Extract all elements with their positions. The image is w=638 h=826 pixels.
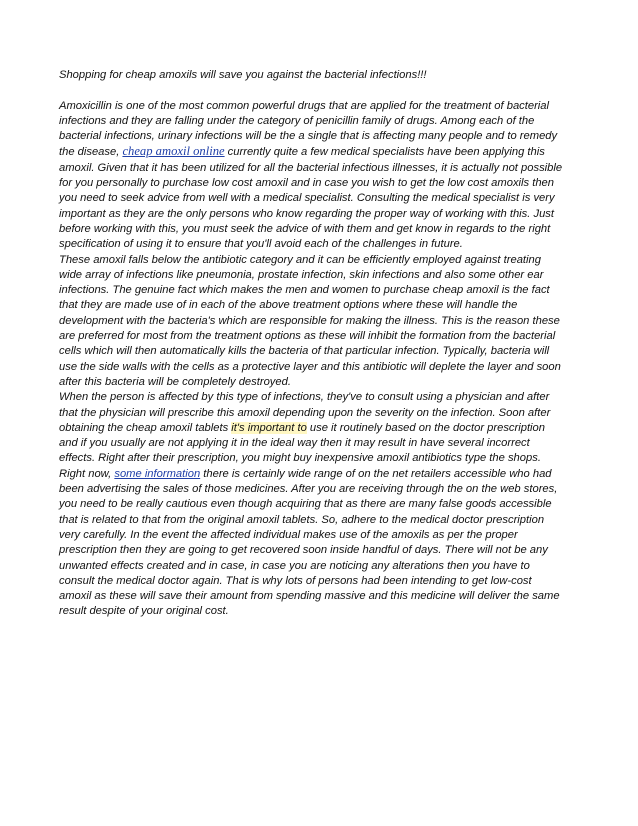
body-line: before working with this, you must seek the advice of with them and get know in regards to the right xyxy=(59,222,551,235)
body-line: after this bacteria will be completely destroyed. xyxy=(59,375,291,388)
some-information-link[interactable]: some information xyxy=(114,467,201,480)
body-line: been advertising the sales of those medicines. After you are receiving through the on the web stores, xyxy=(59,483,558,496)
body-line: prescription then they are going to get recovered soon inside handful of days. There will not be any xyxy=(59,544,548,557)
body-line: important as they are the only persons who know regarding the proper way of working with this. Just xyxy=(59,207,554,220)
body-line: consult the medical doctor again. That is why lots of persons had been intending to get low-cost xyxy=(59,574,532,587)
document-title: Shopping for cheap amoxils will save you against the bacterial infections!!! xyxy=(59,69,427,81)
body-line: cells which will then automatically kills the bacteria of that particular infection. Typically, bacteria will xyxy=(59,345,550,358)
body-line xyxy=(59,467,581,482)
body-line: infections. The genuine fact which makes the men and women to purchase cheap amoxil is the fact xyxy=(59,284,550,297)
body-line: development with the bacteria's which are responsible for making the illness. This is the reason these xyxy=(59,314,560,327)
body-text-segment: the disease, xyxy=(59,146,123,159)
body-text-segment: obtaining the cheap amoxil tablets xyxy=(59,421,232,434)
body-text-segment: Right now, xyxy=(59,467,115,480)
body-line: specification of using it to ensure that you'll avoid each of the challenges in future. xyxy=(59,238,463,251)
body-line: for you personally to purchase low cost amoxil and in case you wish to get the low cost amoxils then xyxy=(59,177,554,190)
body-line: These amoxil falls below the antibiotic category and it can be efficiently employed against treating xyxy=(59,253,541,266)
body-line: amoxil. Given that it has been utilized for all the bacterial infectious illnesses, it is actually not possible xyxy=(59,161,563,174)
body-line: and if you usually are not applying it in the ideal way then it may result in have several incorrect xyxy=(59,437,530,450)
body-line: you need to seek advice from well with a medical specialist. Consulting the medical specialist is very xyxy=(59,192,555,205)
body-line: wide array of infections like pneumonia, prostate infection, skin infections and also some other ear xyxy=(59,268,544,281)
body-line: bacterial infections, urinary infections will be the a single that is affecting many people and to remedy xyxy=(59,130,558,143)
body-line: very carefully. In the event the affected individual makes use of the amoxils as per the proper xyxy=(59,528,518,541)
body-line: that they are made use of in each of the above treatment options where these will handle the xyxy=(59,299,518,312)
body-line: unwanted effects created and in case, in case you are noticing any alterations then you have to xyxy=(59,559,530,572)
body-line xyxy=(59,144,581,160)
body-line: are preferred for most from the treatment options as these will inhibit the formation from the bacterial xyxy=(59,330,556,343)
document-page xyxy=(59,68,581,620)
body-line: that the physician will prescribe this amoxil depending upon the severity on the infection. Soon after xyxy=(59,406,551,419)
highlighted-phrase: it's important to xyxy=(231,421,307,434)
body-line: result despite of your original cost. xyxy=(59,605,229,618)
body-line: that is related to that from the original amoxil tablets. So, adhere to the medical doctor prescription xyxy=(59,513,545,526)
cheap-amoxil-online-link[interactable]: cheap amoxil online xyxy=(122,144,225,159)
body-line: effects. Right after their prescription, you might buy inexpensive amoxil antibiotics type the shops. xyxy=(59,452,541,465)
body-text-segment: there is certainly wide range of on the net retailers accessible who had xyxy=(200,467,552,480)
body-line xyxy=(59,421,581,436)
body-text-segment: use it routinely based on the doctor prescription xyxy=(306,421,545,434)
body-line: Amoxicillin is one of the most common powerful drugs that are applied for the treatment of bacterial xyxy=(59,99,550,112)
body-line: use the side walls with the cells as a protective layer and this antibiotic will deplete the layer and soon xyxy=(59,360,561,373)
document-body xyxy=(59,99,581,620)
body-line: infections and they are falling under the category of penicillin family of drugs. Among each of the xyxy=(59,114,535,127)
body-line: you need to be really cautious even though acquiring that as there are many false goods accessible xyxy=(59,498,552,511)
body-line: When the person is affected by this type of infections, they've to consult using a physician and after xyxy=(59,391,550,404)
body-line: amoxil as these will save their amount from spending massive and this medicine will deliver the same xyxy=(59,590,560,603)
body-text-segment: currently quite a few medical specialists have been applying this xyxy=(224,146,545,159)
